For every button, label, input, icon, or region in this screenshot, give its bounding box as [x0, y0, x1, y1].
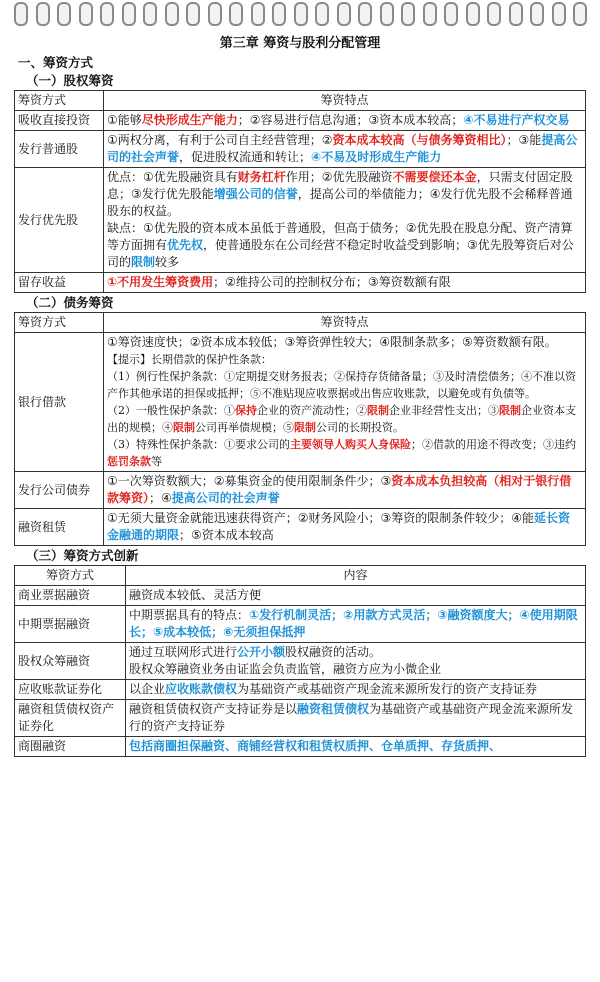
col-method-header: 筹资方式 [15, 91, 104, 111]
table-header-row [15, 566, 586, 586]
method-cell: 留存收益 [15, 273, 104, 293]
spiral-ring [423, 2, 437, 26]
page-title: 第三章 筹资与股利分配管理 [219, 36, 381, 51]
table-row [15, 273, 586, 293]
spiral-ring [509, 2, 523, 26]
table-header-row [15, 91, 586, 111]
table-row [15, 509, 586, 546]
content-cell: 通过互联网形式进行公开小额股权融资的活动。 股权众筹融资业务由证监会负责监管，融资方应为小微企业 [126, 643, 586, 680]
features-cell: ①筹资速度快；②资本成本较低；③筹资弹性较大；④限制条款多；⑤筹资数额有限。 【提示】长期借款的保护性条款： （1）例行性保护条款：①定期提交财务报表；②保持存货储备量；③及时清偿债务；④不准以资产作其他承诺的担保或抵押；⑤不准贴现应收票据或出售应收账款，以避免或有负债等。 （2）一般性保护条款：①保持企业的资产流动性；②限制企业非经营性支出；③限制企业资本支出的规模；④限制公司再举债规模；⑤限制公司的长期投资。 （3）特殊性保护条款：①要求公司的主要领导人购买人身保险；②借款的用途不得改变；③违约惩罚条款等 [104, 333, 586, 472]
spiral-ring [466, 2, 480, 26]
spiral-ring [552, 2, 566, 26]
spiral-ring [272, 2, 286, 26]
content-cell: 中期票据具有的特点：①发行机制灵活；②用款方式灵活；③融资额度大；④使用期限长；⑤成本较低；⑥无须担保抵押 [126, 606, 586, 643]
method-cell: 发行优先股 [15, 168, 104, 273]
page [14, 26, 586, 757]
features-cell: ①不用发生筹资费用；②维持公司的控制权分布；③筹资数额有限 [104, 273, 586, 293]
method-cell: 应收账款证券化 [15, 680, 126, 700]
content-cell: 以企业应收账款债权为基础资产或基础资产现金流来源所发行的资产支持证券 [126, 680, 586, 700]
method-cell: 发行普通股 [15, 131, 104, 168]
spiral-ring [79, 2, 93, 26]
disadvantages-text: 缺点：①优先股的资本成本虽低于普通股，但高于债务；②优先股在股息分配、资产清算等方面拥有优先权，使普通股东在公司经营不稳定时收益受到影响；③优先股筹资后对公司的限制较多 [107, 221, 574, 269]
table-row [15, 643, 586, 680]
method-cell: 发行公司债券 [15, 472, 104, 509]
spiral-ring [315, 2, 329, 26]
spiral-ring [444, 2, 458, 26]
spiral-ring [208, 2, 222, 26]
debt-table [14, 312, 586, 546]
method-cell: 中期票据融资 [15, 606, 126, 643]
table-row [15, 131, 586, 168]
col-features-header: 筹资特点 [104, 313, 586, 333]
content-cell: 融资租赁债权资产支持证券是以融资租赁债权为基础资产或基础资产现金流来源所发行的资产支持证券 [126, 700, 586, 737]
table-row [15, 586, 586, 606]
content-cell: 融资成本较低、灵活方便 [126, 586, 586, 606]
method-cell: 银行借款 [15, 333, 104, 472]
equity-heading: （一）股权筹资 [26, 73, 114, 88]
table-row [15, 737, 586, 757]
content-cell: 包括商圈担保融资、商铺经营权和租赁权质押、仓单质押、存货质押、 [126, 737, 586, 757]
method-cell: 吸收直接投资 [15, 111, 104, 131]
method-cell: 商圈融资 [15, 737, 126, 757]
spiral-ring [186, 2, 200, 26]
table-row [15, 472, 586, 509]
spiral-ring [229, 2, 243, 26]
table-row [15, 680, 586, 700]
table-row [15, 333, 586, 472]
spiral-ring [530, 2, 544, 26]
section-heading: 一、筹资方式 [18, 55, 94, 70]
features-cell: ①能够尽快形成生产能力；②容易进行信息沟通；③资本成本较高；④不易进行产权交易 [104, 111, 586, 131]
table-row [15, 168, 586, 273]
spiral-ring [165, 2, 179, 26]
col-content-header: 内容 [126, 566, 586, 586]
table-row [15, 606, 586, 643]
spiral-ring [358, 2, 372, 26]
col-method-header: 筹资方式 [15, 313, 104, 333]
notebook-spiral-binding [0, 0, 600, 26]
equity-table [14, 90, 586, 293]
features-cell: ①无须大量资金就能迅速获得资产；②财务风险小；③筹资的限制条件较少；④能延长资金融通的期限；⑤资本成本较高 [104, 509, 586, 546]
col-features-header: 筹资特点 [104, 91, 586, 111]
debt-heading: （二）债务筹资 [26, 295, 114, 310]
spiral-ring [100, 2, 114, 26]
spiral-ring [122, 2, 136, 26]
spiral-ring [57, 2, 71, 26]
table-row [15, 111, 586, 131]
spiral-ring [573, 2, 587, 26]
spiral-ring [380, 2, 394, 26]
method-cell: 融资租赁 [15, 509, 104, 546]
spiral-ring [36, 2, 50, 26]
spiral-ring [143, 2, 157, 26]
method-cell: 商业票据融资 [15, 586, 126, 606]
spiral-ring [14, 2, 28, 26]
spiral-ring [401, 2, 415, 26]
features-cell: ①两权分离，有利于公司自主经营管理；②资本成本较高（与债务筹资相比）；③能提高公司的社会声誉，促进股权流通和转让；④不易及时形成生产能力 [104, 131, 586, 168]
spiral-ring [487, 2, 501, 26]
innovation-heading: （三）筹资方式创新 [26, 548, 139, 563]
spiral-ring [337, 2, 351, 26]
spiral-ring [251, 2, 265, 26]
features-cell [104, 168, 586, 273]
innovation-table [14, 565, 586, 757]
method-cell: 股权众筹融资 [15, 643, 126, 680]
advantages-text: 优点：①优先股融资具有财务杠杆作用；②优先股融资不需要偿还本金，只需支付固定股息；③发行优先股能增强公司的信誉，提高公司的举债能力；④发行优先股不会稀释普通股东的权益。 [107, 170, 573, 218]
table-row [15, 700, 586, 737]
method-cell: 融资租赁债权资产证券化 [15, 700, 126, 737]
col-method-header: 筹资方式 [15, 566, 126, 586]
spiral-ring [294, 2, 308, 26]
features-cell: ①一次筹资数额大；②募集资金的使用限制条件少；③资本成本负担较高（相对于银行借款筹资）；④提高公司的社会声誉 [104, 472, 586, 509]
table-header-row [15, 313, 586, 333]
